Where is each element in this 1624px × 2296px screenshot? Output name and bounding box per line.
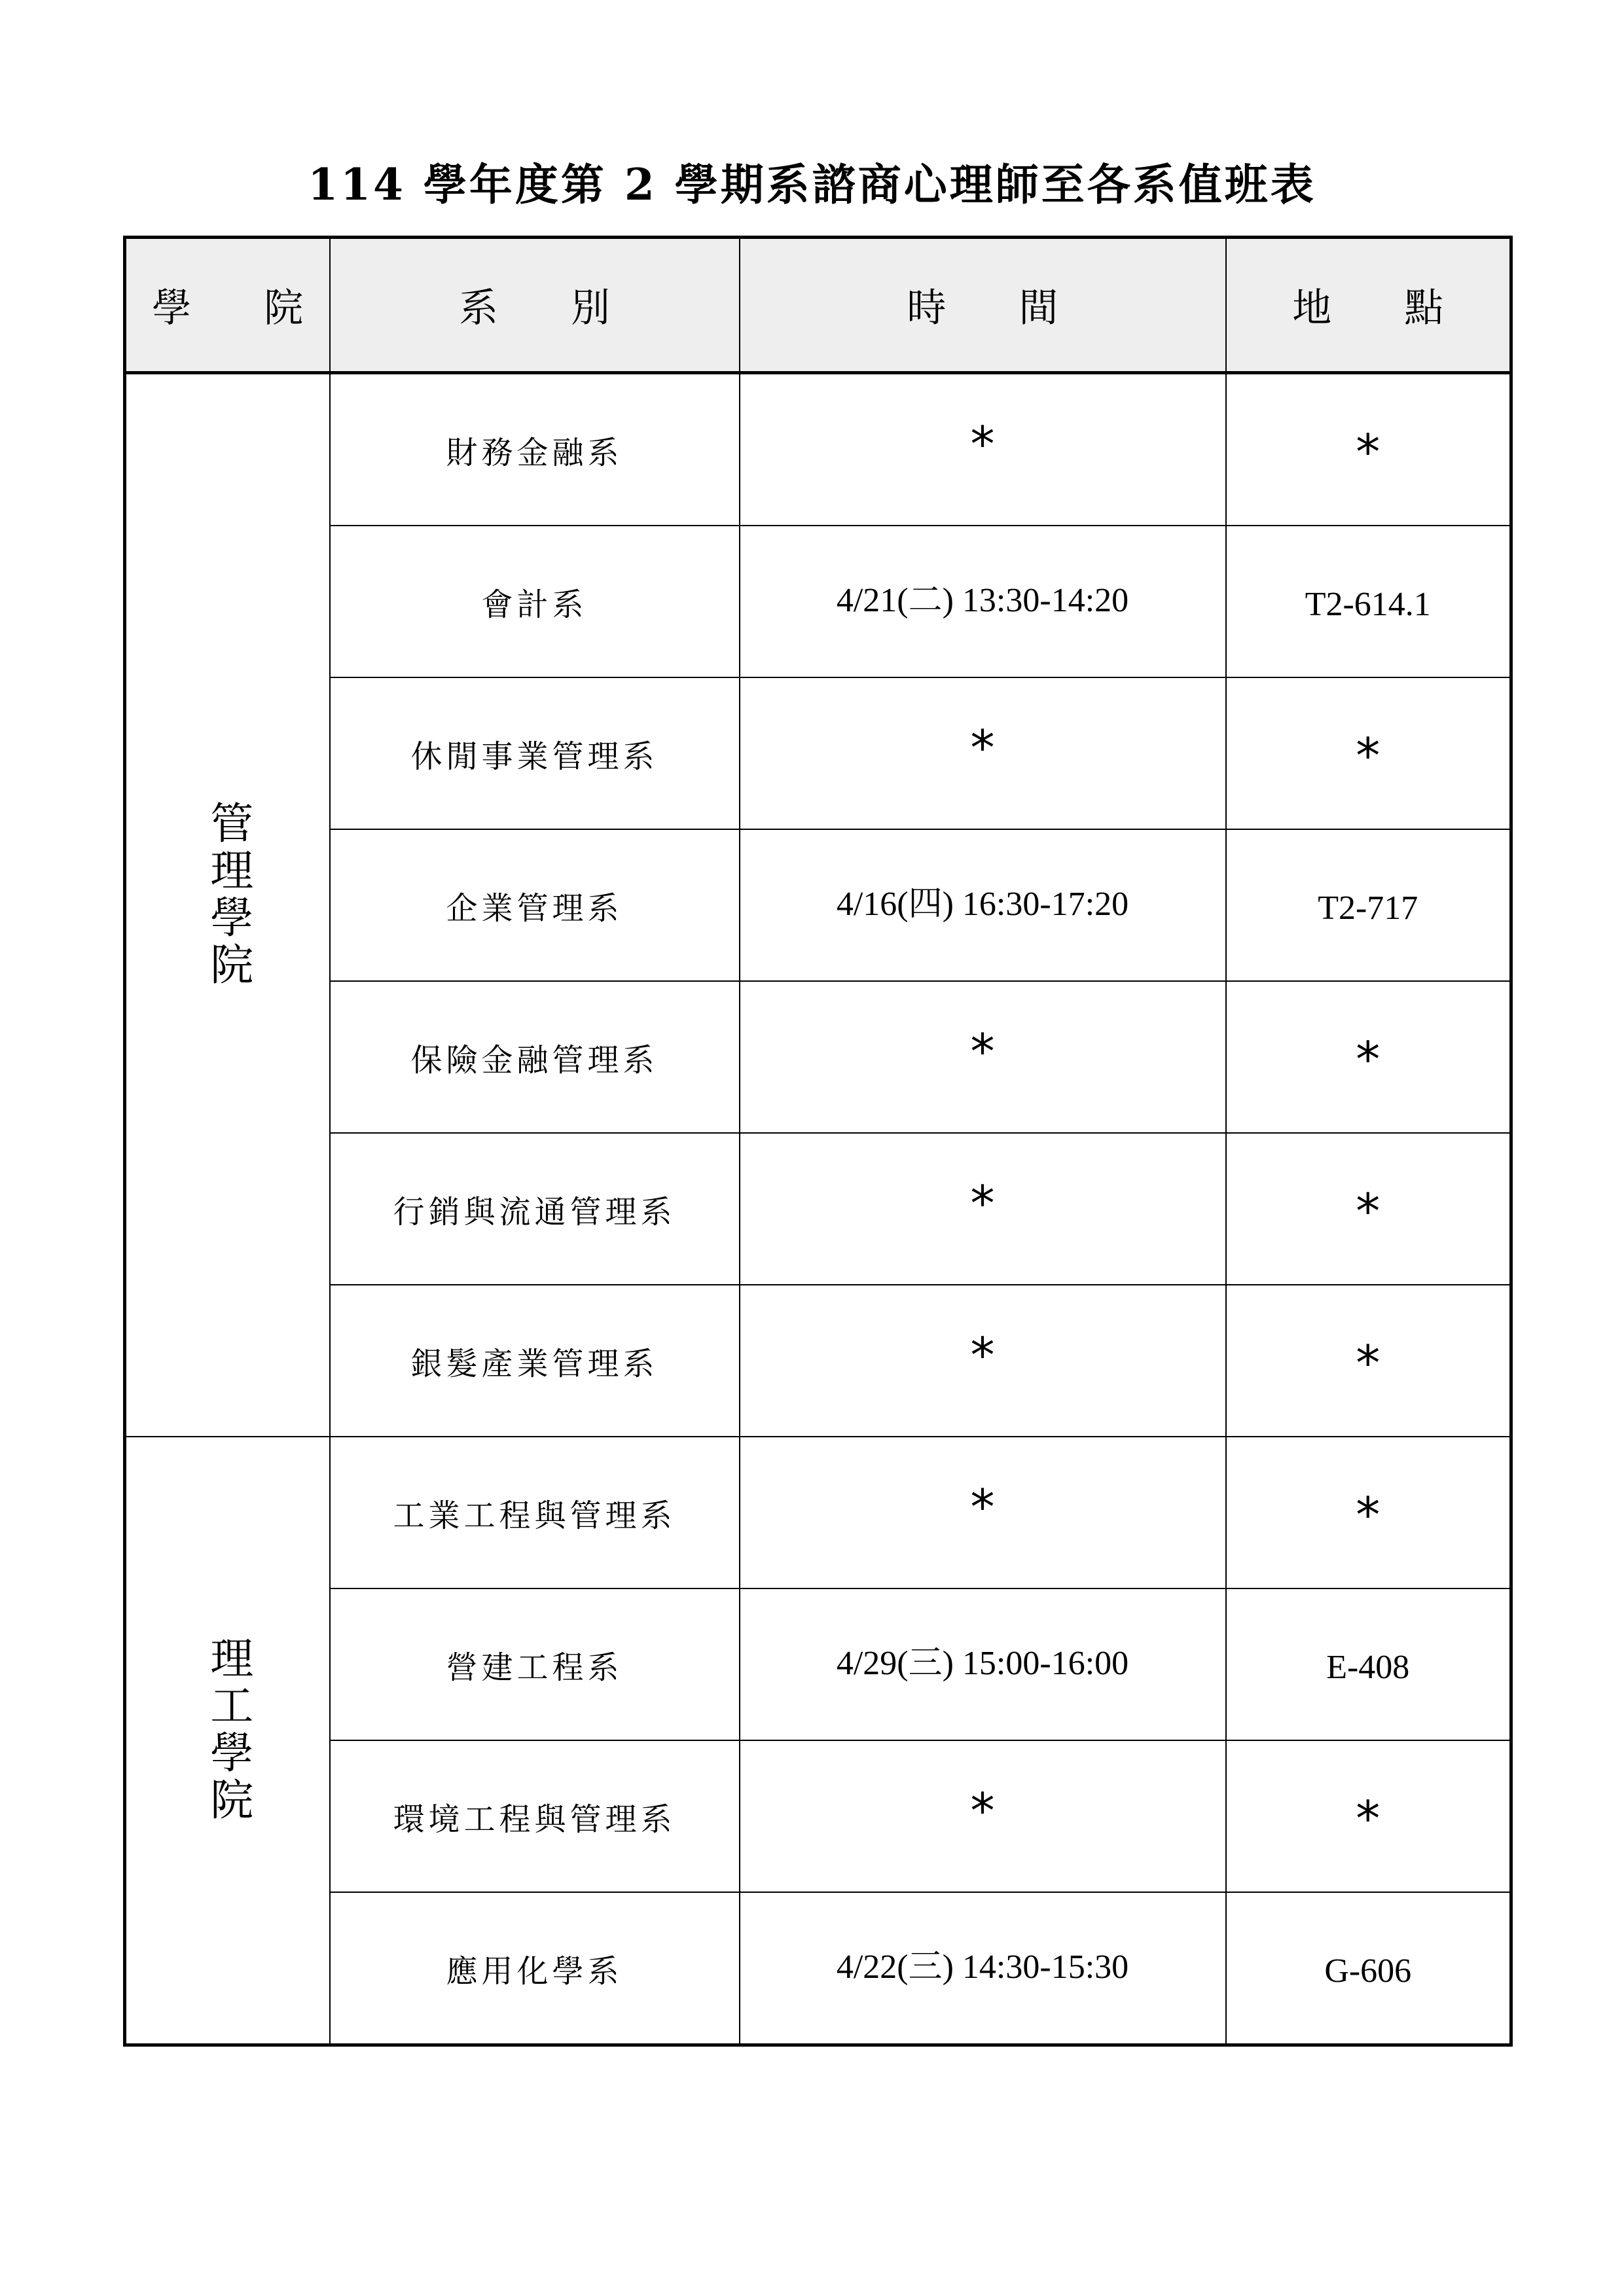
duty-location: E-408	[1226, 1588, 1511, 1740]
table-header	[125, 238, 1511, 373]
duty-location: T2-717	[1226, 829, 1511, 981]
header-college: 學 院	[125, 238, 330, 373]
college-cell	[125, 1437, 330, 2045]
table-row	[125, 677, 1511, 829]
table-row	[125, 1892, 1511, 2045]
duty-location: *	[1226, 981, 1511, 1133]
duty-time: *	[740, 981, 1226, 1133]
department-name: 營建工程系	[330, 1588, 740, 1740]
department-name: 保險金融管理系	[330, 981, 740, 1133]
duty-schedule-table	[123, 236, 1513, 2047]
duty-time: *	[740, 1740, 1226, 1892]
table-row	[125, 829, 1511, 981]
duty-time: 4/16(四) 16:30-17:20	[740, 829, 1226, 981]
duty-time: *	[740, 373, 1226, 526]
table-row	[125, 981, 1511, 1133]
duty-location: G-606	[1226, 1892, 1511, 2045]
department-name: 環境工程與管理系	[330, 1740, 740, 1892]
department-name: 行銷與流通管理系	[330, 1133, 740, 1285]
table-row	[125, 1285, 1511, 1437]
table-body	[125, 373, 1511, 2045]
duty-time: *	[740, 1133, 1226, 1285]
duty-location: *	[1226, 1133, 1511, 1285]
table-row	[125, 526, 1511, 677]
department-name: 企業管理系	[330, 829, 740, 981]
duty-location: *	[1226, 1740, 1511, 1892]
table-row	[125, 1588, 1511, 1740]
department-name: 財務金融系	[330, 373, 740, 526]
duty-time: 4/21(二) 13:30-14:20	[740, 526, 1226, 677]
duty-time: 4/29(三) 15:00-16:00	[740, 1588, 1226, 1740]
header-location: 地 點	[1226, 238, 1511, 373]
department-name: 銀髮產業管理系	[330, 1285, 740, 1437]
table-row	[125, 373, 1511, 526]
college-name: 理工學院	[202, 1636, 253, 1824]
table-row	[125, 1437, 1511, 1588]
duty-location: *	[1226, 1437, 1511, 1588]
department-name: 會計系	[330, 526, 740, 677]
duty-time: 4/22(三) 14:30-15:30	[740, 1892, 1226, 2045]
duty-location: *	[1226, 1285, 1511, 1437]
college-cell	[125, 373, 330, 1437]
department-name: 休閒事業管理系	[330, 677, 740, 829]
page-title: 114 學年度第 2 學期系諮商心理師至各系值班表	[308, 159, 1316, 210]
duty-location: T2-614.1	[1226, 526, 1511, 677]
duty-location: *	[1226, 677, 1511, 829]
duty-time: *	[740, 677, 1226, 829]
department-name: 工業工程與管理系	[330, 1437, 740, 1588]
header-department: 系 別	[330, 238, 740, 373]
duty-location: *	[1226, 373, 1511, 526]
table-row	[125, 1133, 1511, 1285]
duty-time: *	[740, 1437, 1226, 1588]
duty-time: *	[740, 1285, 1226, 1437]
college-name: 管理學院	[202, 800, 253, 989]
header-row	[125, 238, 1511, 373]
header-time: 時 間	[740, 238, 1226, 373]
department-name: 應用化學系	[330, 1892, 740, 2045]
table-row	[125, 1740, 1511, 1892]
